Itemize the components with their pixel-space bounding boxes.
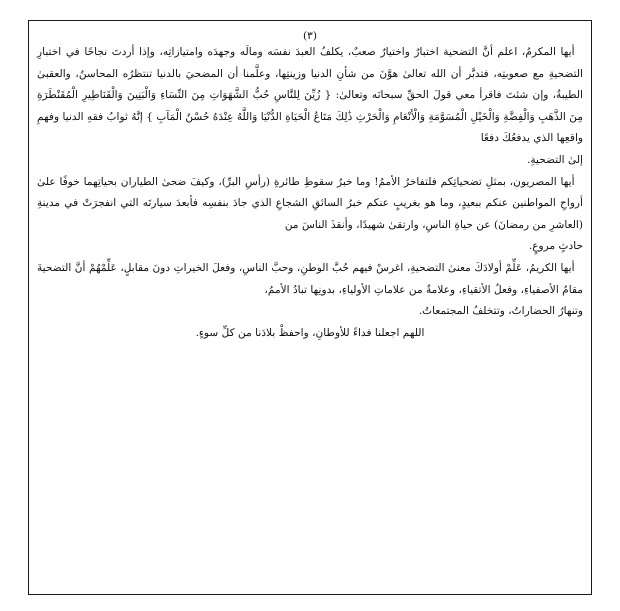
paragraph-tail: إلىٰ التضحيةِ. <box>526 153 583 166</box>
closing-prayer: اللهم اجعلنا فداءً للأوطانِ، واحفظْ بلادَنا من كلِّ سوءٍ. <box>195 326 425 339</box>
page-border <box>28 20 592 595</box>
paragraph-teach-children <box>37 258 583 323</box>
paragraph-text: أيها الكريمُ، عَلِّمْ أولادَكَ معنىٰ التضحيةِ، اغرسْ فيهم حُبَّ الوطنِ، وحبَّ الناسِ، وفعلَ الخيراتِ دونَ مقابلٍ، عَلِّمْهُمْ أنَّ التضحيةَ مقامُ الأصفياءِ، وفعلُ الأتقياءِ، وعلامةٌ من علاماتِ الأولياءِ، بدونِها تبادُ الأممُ، <box>37 261 583 296</box>
paragraph-tail: وتنهارُ الحضاراتُ، وتتخلفُ المجتمعاتُ. <box>418 305 583 318</box>
paragraph-sacrifice-test <box>37 42 583 172</box>
paragraph-text: أيها المصريون، بمثلِ تضحياتِكم فلتفاخرُ الأممُ! وما خبرُ سقوطِ طائرةِ (رأسِ البرِّ)، وكيفَ ضحىٰ الطياران بحياتِهما خوفًا علىٰ أرواحِ المواطنين عنكم ببعيدٍ، وما هو بغريبٍ عنكم خبرُ السائقِ الشجاعِ الذي جادَ بنفسِه فأبعدَ سيارتَه التي انفجرَتْ في مدينةِ (العاشرِ من رمضانَ) عن حياةِ الناسِ، وارتقىٰ شهيدًا، وأنقذَ الناسَ من <box>37 175 583 231</box>
document-body <box>37 31 583 344</box>
page-number: (٣) <box>303 30 317 42</box>
paragraph-egyptians <box>37 172 583 258</box>
paragraph-tail: حادثٍ مروعٍ. <box>528 240 583 253</box>
paragraph-text: أيها المكرمُ، اعلم أنَّ التضحية اختبارٌ واختيارٌ صعبٌ، يكلفُ العبدَ نفسَه ومالَه وجهدَه وامتيازاتِه، وإذا أردتَ نجاحًا في اختبارِ التضحيةِ مع صعوبتِه، فتدبَّر أن الله تعالىٰ هوَّنَ من شأنِ الدنيا وزينتِها، وعلَّمنا أن المضحيَ بالدنيا تنتظرُه المحاسنُ، والعقبىٰ الطيبةُ، وإن شئتَ فاقرأ معي قولَ الحقِّ سبحانَه وتعالىٰ: { زُيِّنَ لِلنَّاسِ حُبُّ الشَّهَوَاتِ مِنَ النِّسَاءِ وَالْبَنِينَ وَالْقَنَاطِيرِ الْمُقَنْطَرَةِ مِنَ الذَّهَبِ وَالْفِضَّةِ وَالْخَيْلِ الْمُسَوَّمَةِ وَالْأَنْعَامِ وَالْحَرْثِ ذَٰلِكَ مَتَاعُ الْحَيَاةِ الدُّنْيَا وَاللَّهُ عِنْدَهُ حُسْنُ الْمَآبِ } إنَّهُ ثوابُ فقهِ الدنيا وفهمِ واقعِها الذي يدفعُكَ دفعًا <box>37 46 583 145</box>
